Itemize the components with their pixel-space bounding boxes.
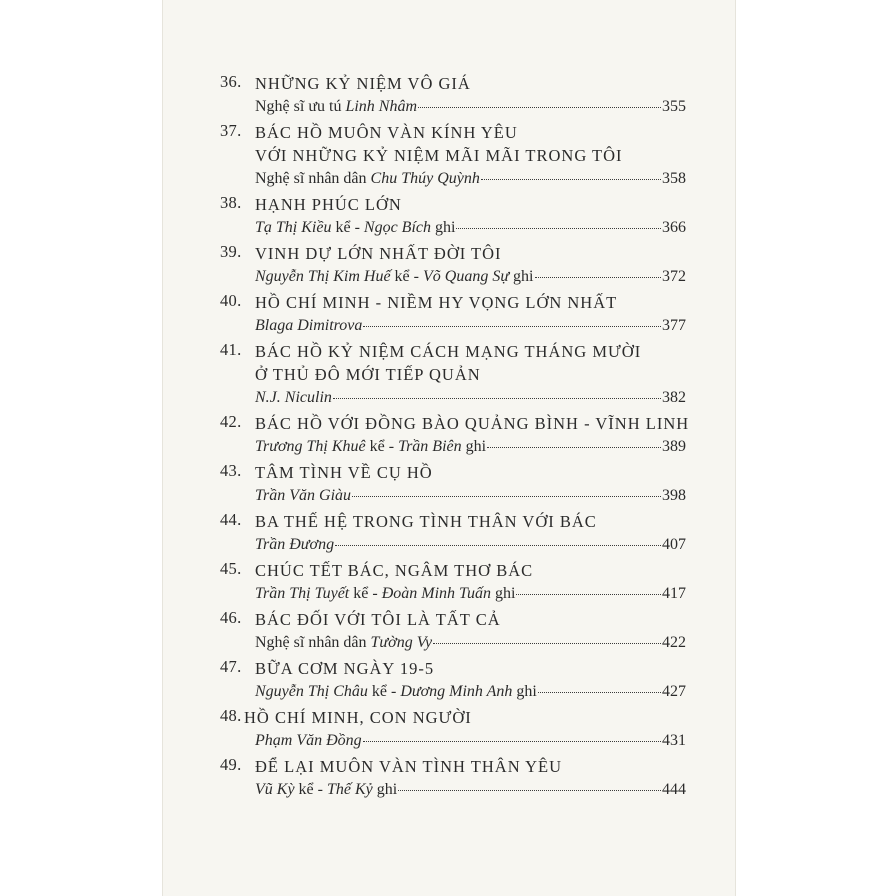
entry-number: 47. [220, 657, 242, 676]
book-page [162, 0, 736, 896]
toc-entry[interactable] [220, 340, 686, 409]
author-segment: Nghệ sĩ nhân dân [255, 634, 371, 651]
entry-number: 38. [220, 193, 242, 212]
dot-leader [418, 107, 661, 108]
entry-title: BÁC HỒ KỶ NIỆM CÁCH MẠNG THÁNG MƯỜI [255, 342, 642, 361]
entry-title: BỮA CƠM NGÀY 19-5 [255, 659, 435, 678]
author-segment: ghi [431, 219, 456, 236]
author-segment: ghi [509, 268, 534, 285]
entry-page-number: 377 [662, 317, 686, 334]
entry-title: NHỮNG KỶ NIỆM VÔ GIÁ [255, 74, 471, 93]
toc-entry[interactable] [220, 121, 686, 190]
entry-author-line [255, 631, 686, 654]
entry-title: BÁC ĐỐI VỚI TÔI LÀ TẤT CẢ [255, 610, 501, 629]
author-segment: ghi [512, 683, 537, 700]
author-segment: Trần Thị Tuyết [255, 585, 350, 602]
entry-author [255, 484, 351, 507]
entry-number: 44. [220, 510, 242, 529]
entry-title: HỒ CHÍ MINH - NIỀM HY VỌNG LỚN NHẤT [255, 293, 618, 312]
entry-author-line [255, 95, 686, 118]
toc-entry[interactable] [220, 706, 686, 752]
entry-number: 43. [220, 461, 242, 480]
entry-page-number: 422 [662, 634, 686, 651]
entry-number: 45. [220, 559, 242, 578]
author-segment: Đoàn Minh Tuấn [381, 585, 492, 602]
entry-page-number: 389 [662, 438, 686, 455]
entry-author-line [255, 435, 686, 458]
entry-page-number: 355 [662, 98, 686, 115]
author-segment: kể - [294, 781, 327, 798]
entry-page-number: 407 [662, 536, 686, 553]
author-segment: Ngọc Bích [363, 219, 431, 236]
entry-author-line [255, 167, 686, 190]
dot-leader [363, 741, 661, 742]
entry-number: 37. [220, 121, 242, 140]
entry-author-line [255, 484, 686, 507]
entry-author-line [255, 216, 686, 239]
author-segment: Võ Quang Sự [422, 268, 510, 285]
entry-title: VINH DỰ LỚN NHẤT ĐỜI TÔI [255, 244, 502, 263]
toc-entry[interactable] [220, 657, 686, 703]
entry-author [255, 582, 515, 605]
toc-entry[interactable] [220, 755, 686, 801]
author-segment: kể - [365, 438, 399, 455]
entry-title: BÁC HỒ MUÔN VÀN KÍNH YÊU [255, 123, 518, 142]
author-segment: ghi [372, 781, 398, 798]
entry-author-line [255, 582, 686, 605]
entry-author-line [255, 729, 686, 752]
entry-author-line [255, 314, 686, 337]
author-segment: Chu Thúy Quỳnh [370, 170, 480, 187]
entry-title: BA THẾ HỆ TRONG TÌNH THÂN VỚI BÁC [255, 512, 597, 531]
entry-page-number: 417 [662, 585, 686, 602]
dot-leader [433, 643, 661, 644]
toc-entry[interactable] [220, 72, 686, 118]
entry-author-line [255, 386, 686, 409]
entry-author-line [255, 680, 686, 703]
entry-number: 48. [220, 706, 242, 725]
author-segment: kể - [367, 683, 401, 700]
entry-page-number: 444 [662, 781, 686, 798]
entry-author [255, 435, 486, 458]
author-segment: Nguyễn Thị Kim Huế [255, 268, 391, 285]
entry-page-number: 431 [662, 732, 686, 749]
entry-number: 49. [220, 755, 242, 774]
author-segment: Tường Vy [370, 634, 433, 651]
entry-author [255, 631, 432, 654]
toc-entry[interactable] [220, 510, 686, 556]
toc-entry[interactable] [220, 291, 686, 337]
author-segment: Phạm Văn Đồng [255, 732, 362, 749]
author-segment: N.J. Niculin [255, 389, 332, 406]
entry-author [255, 533, 334, 556]
entry-author [255, 314, 362, 337]
entry-number: 46. [220, 608, 242, 627]
entry-author-line [255, 533, 686, 556]
entry-author-line [255, 265, 686, 288]
entry-title: HẠNH PHÚC LỚN [255, 195, 402, 214]
table-of-contents [162, 0, 736, 896]
entry-number: 40. [220, 291, 242, 310]
entry-author [255, 167, 480, 190]
author-segment: Trần Văn Giàu [255, 487, 352, 504]
author-segment: kể - [331, 219, 364, 236]
author-segment: Nghệ sĩ ưu tú [255, 98, 346, 115]
dot-leader [363, 326, 661, 327]
entry-author [255, 778, 397, 801]
toc-entry[interactable] [220, 559, 686, 605]
entry-page-number: 427 [662, 683, 686, 700]
entry-title: VỚI NHỮNG KỶ NIỆM MÃI MÃI TRONG TÔI [255, 146, 623, 165]
entry-title: BÁC HỒ VỚI ĐỒNG BÀO QUẢNG BÌNH - VĨNH LINH [255, 414, 690, 433]
author-segment: Trần Biên [398, 438, 462, 455]
entry-title: Ở THỦ ĐÔ MỚI TIẾP QUẢN [255, 365, 481, 384]
entry-number: 42. [220, 412, 242, 431]
entry-number: 41. [220, 340, 242, 359]
entry-author [255, 729, 362, 752]
author-segment: Blaga Dimitrova [255, 317, 363, 334]
dot-leader [456, 228, 661, 229]
dot-leader [535, 277, 662, 278]
toc-entry[interactable] [220, 193, 686, 239]
author-segment: Nguyễn Thị Châu [255, 683, 368, 700]
entry-page-number: 372 [662, 268, 686, 285]
author-segment: Trần Đương [255, 536, 335, 553]
dot-leader [333, 398, 661, 399]
entry-title: TÂM TÌNH VỀ CỤ HỒ [255, 463, 433, 482]
dot-leader [398, 790, 661, 791]
entry-page-number: 398 [662, 487, 686, 504]
entry-title: ĐỂ LẠI MUÔN VÀN TÌNH THÂN YÊU [255, 757, 563, 776]
author-segment: Vũ Kỳ [255, 781, 295, 798]
author-segment: Dương Minh Anh [400, 683, 513, 700]
entry-author [255, 680, 537, 703]
author-segment: Thế Kỷ [326, 781, 373, 798]
author-segment: Linh Nhâm [345, 98, 418, 115]
author-segment: kể - [349, 585, 382, 602]
entry-author-line [255, 778, 686, 801]
author-segment: Trương Thị Khuê [255, 438, 366, 455]
toc-entry[interactable] [220, 608, 686, 654]
entry-page-number: 366 [662, 219, 686, 236]
author-segment: Tạ Thị Kiều [255, 219, 332, 236]
entry-title: HỒ CHÍ MINH, CON NGƯỜI [244, 708, 472, 727]
entry-number: 39. [220, 242, 242, 261]
entry-page-number: 382 [662, 389, 686, 406]
entry-author [255, 216, 455, 239]
entry-page-number: 358 [662, 170, 686, 187]
entry-author [255, 95, 417, 118]
author-segment: Nghệ sĩ nhân dân [255, 170, 371, 187]
author-segment: ghi [491, 585, 516, 602]
dot-leader [516, 594, 661, 595]
entry-number: 36. [220, 72, 242, 91]
dot-leader [538, 692, 661, 693]
dot-leader [352, 496, 661, 497]
entry-author [255, 265, 534, 288]
entry-author [255, 386, 332, 409]
entry-title: CHÚC TẾT BÁC, NGÂM THƠ BÁC [255, 561, 534, 580]
author-segment: ghi [461, 438, 487, 455]
toc-entry[interactable] [220, 412, 690, 458]
author-segment: kể - [390, 268, 423, 285]
toc-entry[interactable] [220, 461, 686, 507]
dot-leader [481, 179, 661, 180]
toc-entry[interactable] [220, 242, 686, 288]
dot-leader [487, 447, 661, 448]
dot-leader [335, 545, 661, 546]
